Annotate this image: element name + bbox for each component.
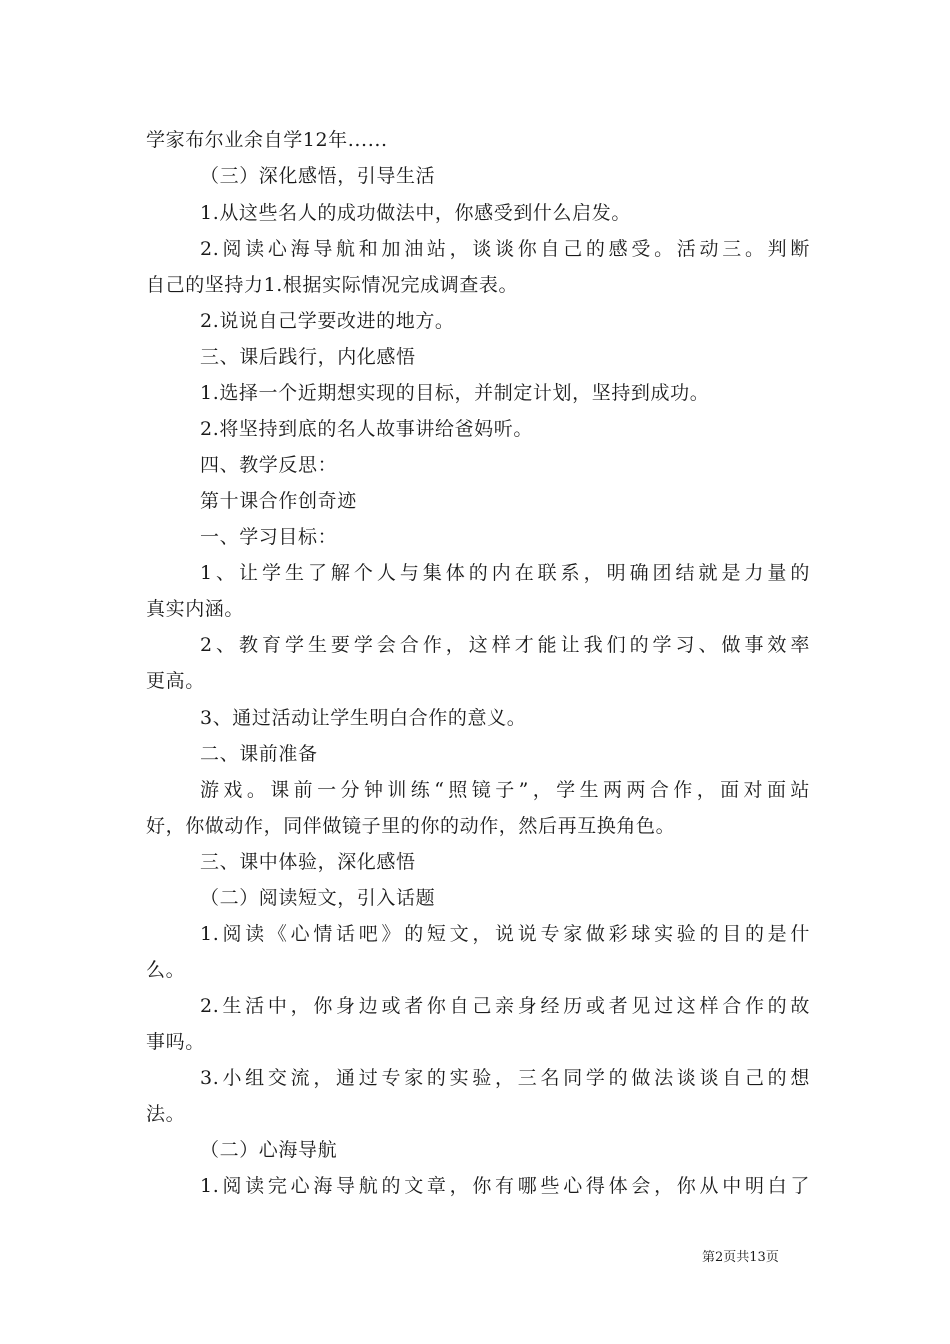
section-heading-experience: 三、课中体验，深化感悟 (200, 851, 416, 873)
text-line-26: 事吗。 (146, 1031, 205, 1053)
text-line-6: 2.说说自己学要改进的地方。 (200, 310, 455, 332)
text-line-24: 么。 (146, 959, 186, 981)
section-heading-goals: 一、学习目标： (200, 526, 338, 548)
text-line-19: 游戏。课前一分钟训练“照镜子”，学生两两合作，面对面站 (200, 779, 810, 801)
text-line-20: 好，你做动作，同伴做镜子里的你的动作，然后再互换角色。 (146, 815, 676, 837)
section-heading-reading: （二）阅读短文，引入话题 (200, 887, 436, 909)
text-line-4: 2.阅读心海导航和加油站，谈谈你自己的感受。活动三。判断 (200, 238, 810, 260)
text-line-23: 1.阅读《心情话吧》的短文，说说专家做彩球实验的目的是什 (200, 923, 810, 945)
lesson-title: 第十课合作创奇迹 (200, 490, 357, 512)
section-heading-deepen: （三）深化感悟，引导生活 (200, 165, 436, 187)
section-heading-guide: （二）心海导航 (200, 1139, 338, 1161)
text-line-14: 真实内涵。 (146, 598, 245, 620)
text-line-5: 自己的坚持力1.根据实际情况完成调查表。 (146, 274, 519, 296)
text-line-30: 1.阅读完心海导航的文章，你有哪些心得体会，你从中明白了 (200, 1175, 810, 1197)
text-line-1: 学家布尔业余自学12年...... (146, 129, 388, 151)
text-line-28: 法。 (146, 1103, 186, 1125)
section-heading-reflection: 四、教学反思： (200, 454, 338, 476)
text-line-17: 3、通过活动让学生明白合作的意义。 (200, 707, 527, 729)
section-heading-preparation: 二、课前准备 (200, 743, 318, 765)
text-line-16: 更高。 (146, 670, 205, 692)
text-line-9: 2.将坚持到底的名人故事讲给爸妈听。 (200, 418, 533, 440)
text-line-15: 2、教育学生要学会合作，这样才能让我们的学习、做事效率 (200, 634, 810, 656)
page-number: 第2页共13页 (702, 1250, 779, 1265)
text-line-27: 3.小组交流，通过专家的实验，三名同学的做法谈谈自己的想 (200, 1067, 810, 1089)
text-line-13: 1、让学生了解个人与集体的内在联系，明确团结就是力量的 (200, 562, 810, 584)
text-line-25: 2.生活中，你身边或者你自己亲身经历或者见过这样合作的故 (200, 995, 810, 1017)
text-line-3: 1.从这些名人的成功做法中，你感受到什么启发。 (200, 202, 631, 224)
text-line-8: 1.选择一个近期想实现的目标，并制定计划，坚持到成功。 (200, 382, 710, 404)
section-heading-practice: 三、课后践行，内化感悟 (200, 346, 416, 368)
